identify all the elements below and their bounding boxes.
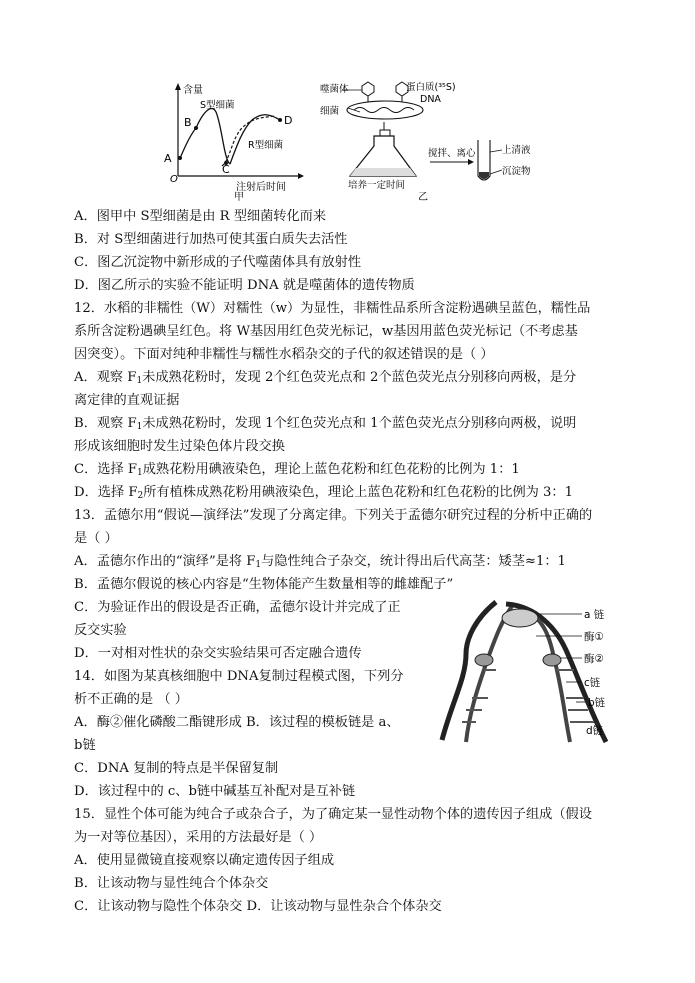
- q12-option-a-line1: [74, 369, 576, 387]
- label-enzyme-1: 酶①: [584, 631, 604, 643]
- subscript: 1: [136, 422, 143, 432]
- q12-b-pre: B．观察 F: [74, 416, 137, 431]
- q12-stem-line3: 因突变）。下面对纯种非糯性与糯性水稻杂交的子代的叙述错误的是（ ）: [74, 347, 494, 362]
- subscript: 1: [255, 560, 262, 570]
- bacterial-dna: [354, 108, 414, 113]
- q11-option-a: A．图甲中 S型细菌是由 R 型细菌转化而来: [74, 209, 327, 224]
- q12-c-post: 成熟花粉用碘液染色，理论上蓝色花粉和红色花粉的比例为 1：1: [142, 462, 520, 477]
- label-c: C: [222, 163, 230, 176]
- figure-yi-caption: 乙: [418, 192, 428, 202]
- q13-option-d: D．一对相对性状的杂交实验结果可否定融合遗传: [74, 646, 362, 661]
- figure-dna-replication: [436, 598, 632, 746]
- q12-option-c: [74, 461, 520, 479]
- enzyme-2-left-shape: [475, 654, 493, 666]
- q12-option-b-line2: 形成该细胞时发生过染色体片段交换: [74, 439, 285, 454]
- flask-liquid: [350, 168, 416, 176]
- subscript: 1: [137, 468, 143, 478]
- q15-option-cd: C．让该动物与隐性个体杂交 D．让该动物与显性杂合个体杂交: [74, 899, 442, 914]
- q12-a-pre: A．观察 F: [74, 370, 137, 385]
- leader-supernatant: [490, 150, 502, 152]
- q12-option-a-line2: 离定律的直观证据: [74, 393, 180, 408]
- enzyme-1-shape: [502, 609, 538, 627]
- q15-option-a: A．使用显微镜直接观察以确定遗传因子组成: [74, 853, 335, 868]
- origin-label: O: [170, 174, 178, 185]
- label-b: B: [184, 116, 192, 129]
- subscript: 2: [137, 491, 144, 501]
- phage-head-left-icon: [362, 82, 374, 96]
- label-r-curve: R型细菌: [248, 140, 284, 151]
- q14-option-d: D．该过程中的 c、b链中碱基互补配对是互补链: [74, 784, 356, 799]
- enzyme-2-right-shape: [543, 654, 561, 666]
- q12-option-b-line1: [74, 415, 576, 433]
- point-b: [194, 126, 198, 130]
- subscript: 1: [136, 376, 143, 386]
- q14-option-ab-line2: b链: [74, 738, 96, 753]
- q13-option-b: B．孟德尔假说的核心内容是“生物体能产生数量相等的雌雄配子”: [74, 577, 454, 592]
- flask-neck-top: [380, 130, 390, 136]
- y-axis-arrow: [175, 83, 181, 90]
- label-stir: 搅拌、离心: [428, 148, 476, 159]
- q14-stem-line1: 14．如图为某真核细胞中 DNA复制过程模式图，下列分: [74, 669, 404, 684]
- y-axis-label: 含量: [183, 85, 203, 96]
- q12-c-pre: C．选择 F: [74, 462, 137, 477]
- label-chain-b: b链: [588, 697, 606, 709]
- x-axis-arrow: [298, 173, 304, 179]
- q13-stem-line2: 是（ ）: [74, 531, 118, 546]
- label-enzyme-2: 酶②: [584, 653, 604, 665]
- q13-option-c-line1: C．为验证作出的假设是否正确，孟德尔设计并完成了正: [74, 600, 401, 615]
- x-axis-label: 注射后时间: [236, 182, 286, 193]
- label-chain-d: d链: [586, 725, 604, 737]
- q11-option-b: B．对 S型细菌进行加热可使其蛋白质失去活性: [74, 232, 348, 247]
- q13-option-c-line2: 反交实验: [74, 623, 127, 638]
- label-s-curve: S型细菌: [200, 100, 235, 111]
- label-chain-a: a 链: [584, 609, 605, 621]
- q13-a-pre: A．孟德尔作出的“演绎”是将 F: [74, 554, 256, 569]
- point-a: [178, 156, 182, 160]
- label-supernatant: 上清液: [502, 145, 531, 156]
- label-a: A: [164, 152, 172, 165]
- figure-yi-experiment: [318, 78, 553, 202]
- arrow-head: [468, 159, 474, 165]
- q12-d-post: 所有植株成熟花粉用碘液染色，理论上蓝色花粉和红色花粉的比例为 3：1: [143, 485, 574, 500]
- figure-jia-caption: 甲: [234, 192, 244, 202]
- label-bacteria: 细菌: [320, 106, 340, 117]
- q12-option-d: [74, 484, 573, 502]
- q12-d-pre: D．选择 F: [74, 485, 138, 500]
- q13-option-a: [74, 553, 566, 571]
- leader-bacteria: [348, 108, 360, 112]
- label-dna: DNA: [420, 94, 441, 105]
- q12-b-post: 未成熟花粉时，发现 1个红色荧光点和 1个蓝色荧光点分别移向两极，说明: [142, 416, 577, 431]
- q15-option-b: B．让该动物与显性纯合个体杂交: [74, 876, 269, 891]
- q11-option-d: D．图乙所示的实验不能证明 DNA 就是噬菌体的遗传物质: [74, 278, 415, 293]
- q14-option-ab-line1: A．酶②催化磷酸二酯键形成 B．该过程的模板链是 a、: [74, 715, 400, 730]
- leader-sediment: [490, 170, 502, 174]
- q12-a-post: 未成熟花粉时，发现 2个红色荧光点和 2个蓝色荧光点分别移向两极，是分: [142, 370, 577, 385]
- q14-stem-line2: 析不正确的是 （ ）: [74, 692, 188, 707]
- q15-stem-line2: 为一对等位基因），采用的方法最好是（ ）: [74, 830, 323, 845]
- label-phage: 噬菌体: [320, 84, 349, 95]
- q15-stem-line1: 15．显性个体可能为纯合子或杂合子，为了确定某一显性动物个体的遗传因子组成（假设: [74, 807, 592, 822]
- figure-jia-graph: [160, 78, 305, 202]
- label-protein: 蛋白质(³⁵S): [406, 82, 456, 93]
- q13-stem-line1: 13．孟德尔用“假说—演绎法”发现了分离定律。下列关于孟德尔研究过程的分析中正确的: [74, 508, 593, 523]
- point-d: [278, 118, 282, 122]
- bacterium-icon: [347, 101, 423, 119]
- q13-a-post: 与隐性纯合子杂交，统计得出后代高茎：矮茎≈1：1: [261, 554, 566, 569]
- q14-option-c: C．DNA 复制的特点是半保留复制: [74, 761, 279, 776]
- q11-option-c: C．图乙沉淀物中新形成的子代噬菌体具有放射性: [74, 255, 362, 270]
- q12-stem-line1: 12．水稻的非糯性（W）对糯性（w）为显性，非糯性品系所含淀粉遇碘呈蓝色，糯性品: [74, 301, 591, 316]
- label-sediment: 沉淀物: [502, 166, 531, 177]
- label-culture: 培养一定时间: [348, 180, 406, 191]
- q12-stem-line2: 系所含淀粉遇碘呈红色。将 W基因用红色荧光标记，w基因用蓝色荧光标记（不考虑基: [74, 324, 578, 339]
- strand-right-inner: [526, 610, 570, 742]
- label-chain-c: c链: [584, 677, 601, 689]
- label-d: D: [284, 114, 293, 127]
